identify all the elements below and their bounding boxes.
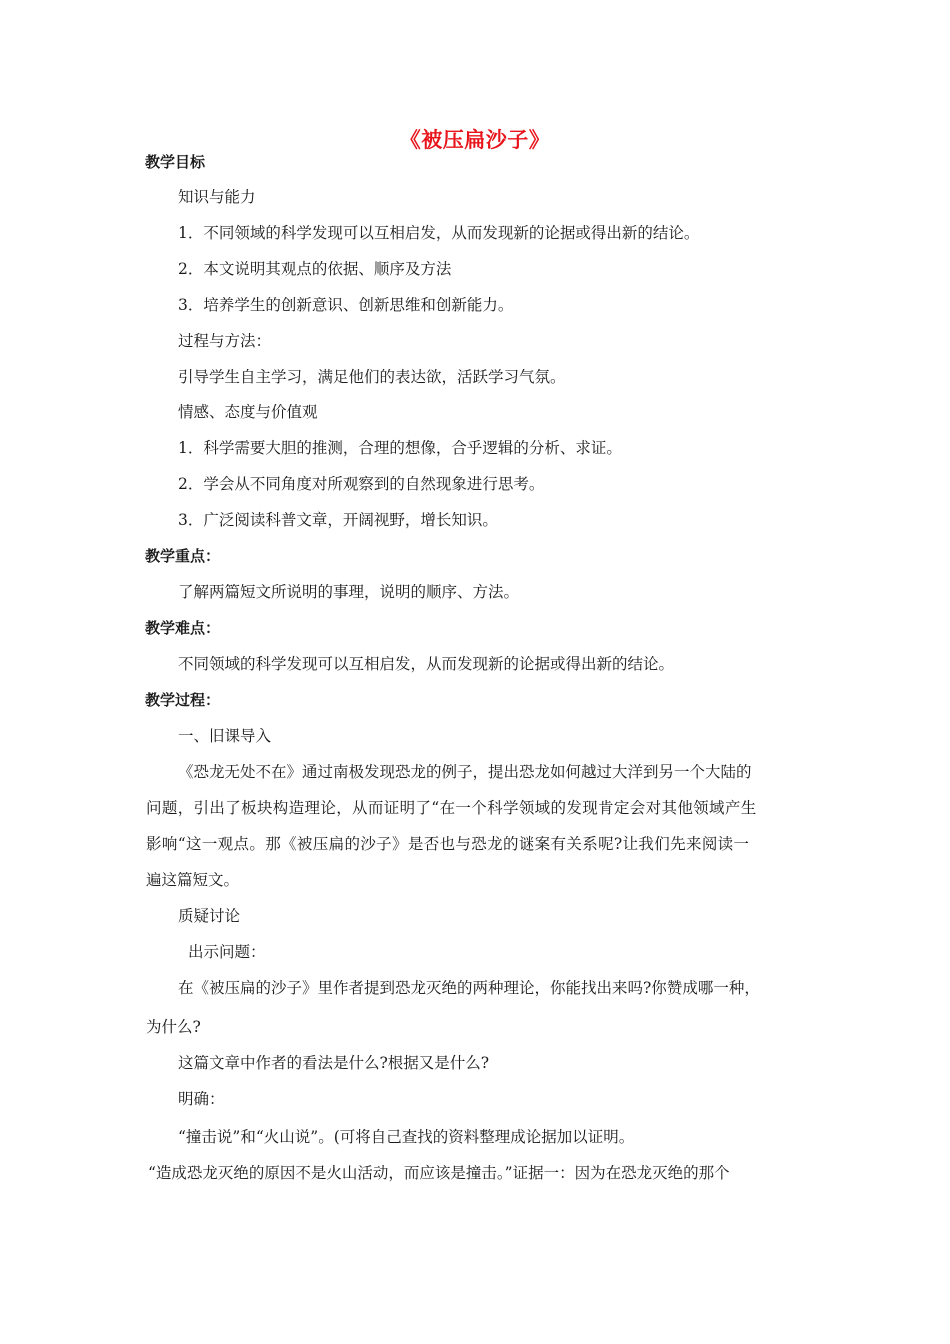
knowledge-item: 3．培养学生的创新意识、创新思维和创新能力。 xyxy=(178,296,514,314)
discussion-label: 质疑讨论 xyxy=(178,907,241,925)
knowledge-heading: 知识与能力 xyxy=(178,188,256,206)
question-line: 在《被压扁的沙子》里作者提到恐龙灭绝的两种理论，你能找出来吗?你赞成哪一种， xyxy=(178,979,760,997)
document-title: 《被压扁沙子》 xyxy=(399,128,551,152)
difficulty-text: 不同领域的科学发现可以互相启发，从而发现新的论据或得出新的结论。 xyxy=(178,655,675,673)
step-heading: 一、旧课导入 xyxy=(178,727,272,745)
emotion-heading: 情感、态度与价值观 xyxy=(178,403,318,421)
intro-paragraph-line: 问题，引出了板块构造理论，从而证明了“在一个科学领域的发现肯定会对其他领域产生 xyxy=(146,799,757,817)
objectives-heading: 教学目标 xyxy=(145,153,206,171)
emotion-item: 2．学会从不同角度对所观察到的自然现象进行思考。 xyxy=(178,475,545,493)
difficulty-heading: 教学难点： xyxy=(145,619,221,637)
process-text: 引导学生自主学习，满足他们的表达欲，活跃学习气氛。 xyxy=(178,368,566,386)
emotion-item: 1．科学需要大胆的推测，合理的想像，合乎逻辑的分析、求证。 xyxy=(178,439,622,457)
process-heading: 过程与方法： xyxy=(178,332,272,350)
show-question-label: 出示问题： xyxy=(188,943,266,961)
knowledge-item: 1．不同领域的科学发现可以互相启发，从而发现新的论据或得出新的结论。 xyxy=(178,224,700,242)
question-line: 为什么? xyxy=(146,1018,201,1036)
procedure-heading: 教学过程： xyxy=(145,691,221,709)
key-points-heading: 教学重点： xyxy=(145,547,221,565)
key-points-text: 了解两篇短文所说明的事理，说明的顺序、方法。 xyxy=(178,583,520,601)
answer-line: “撞击说”和“火山说”。(可将自己查找的资料整理成论据加以证明。 xyxy=(178,1128,635,1146)
answer-line: “造成恐龙灭绝的原因不是火山活动，而应该是撞击。”证据一：因为在恐龙灭绝的那个 xyxy=(148,1164,730,1182)
intro-paragraph-line: 遍这篇短文。 xyxy=(146,871,240,889)
intro-paragraph-line: 《恐龙无处不在》通过南极发现恐龙的例子，提出恐龙如何越过大洋到另一个大陆的 xyxy=(178,763,752,781)
question-line: 这篇文章中作者的看法是什么?根据又是什么? xyxy=(178,1054,490,1072)
intro-paragraph-line: 影响“这一观点。那《被压扁的沙子》是否也与恐龙的谜案有关系呢?让我们先来阅读一 xyxy=(146,835,750,853)
emotion-item: 3．广泛阅读科普文章，开阔视野，增长知识。 xyxy=(178,511,498,529)
clarify-label: 明确： xyxy=(178,1090,225,1108)
knowledge-item: 2．本文说明其观点的依据、顺序及方法 xyxy=(178,260,452,278)
